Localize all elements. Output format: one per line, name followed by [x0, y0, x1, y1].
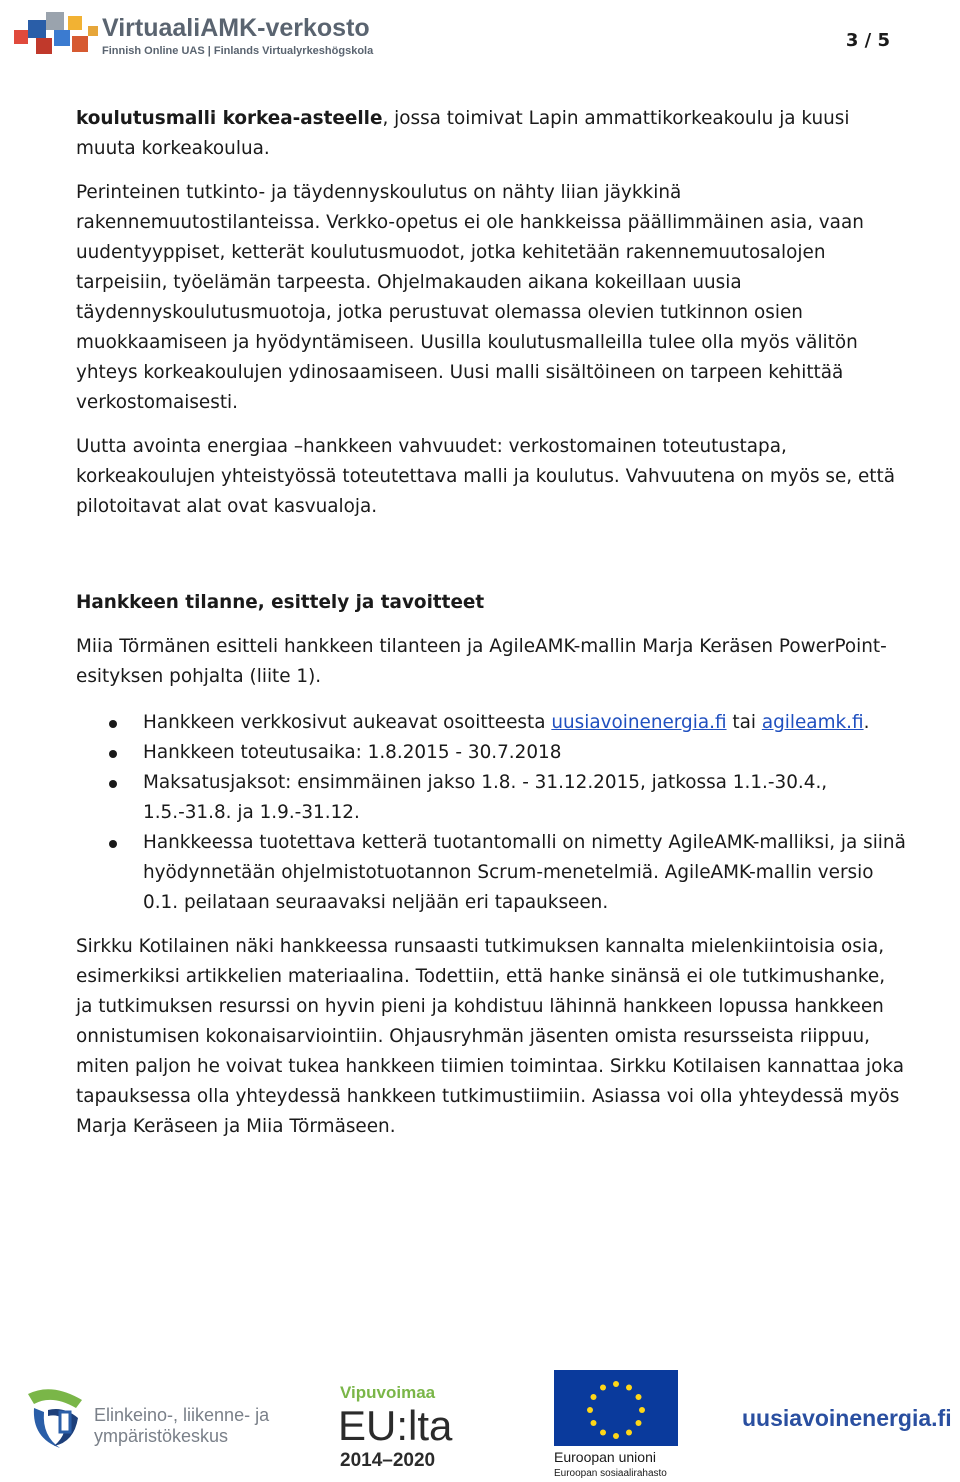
bullet-2-text: Hankkeen toteutusaika: 1.8.2015 - 30.7.2018	[143, 742, 562, 763]
page-number: 3 / 5	[845, 30, 890, 51]
list-item	[76, 828, 906, 918]
bullet-icon	[109, 840, 117, 848]
bullet-icon	[109, 780, 117, 788]
list-item	[76, 708, 906, 738]
link-uusiavoinenergia[interactable]: uusiavoinenergia.fi	[551, 712, 727, 733]
bullet-3-text: Maksatusjaksot: ensimmäinen jakso 1.8. - 31.12.2015, jatkossa 1.1.-30.4., 1.5.-31.8. ja 1.9.-31.12.	[143, 772, 828, 823]
paragraph-1-bold: koulutusmalli korkea-asteelle	[76, 108, 383, 129]
paragraph-4: Miia Törmänen esitteli hankkeen tilanteen ja AgileAMK-mallin Marja Keräsen PowerPoint-esityksen pohjalta (liite 1).	[76, 636, 887, 687]
ely-line-2: ympäristökeskus	[94, 1426, 229, 1446]
ely-emblem-icon	[28, 1389, 82, 1448]
eu-line-2: EU:lta	[338, 1402, 453, 1449]
virtuaaliamk-logo	[6, 6, 374, 64]
eu-line-3: 2014–2020	[340, 1450, 436, 1471]
paragraph-1-rest: , jossa toimivat Lapin ammattikorkeakoulu ja kuusi muuta korkeakoulua.	[76, 108, 850, 159]
logo-title: VirtuaaliAMK-verkosto	[102, 14, 370, 42]
footer-logos	[0, 1370, 960, 1480]
paragraph-2: Perinteinen tutkinto- ja täydennyskoulutus on nähty liian jäykkinä rakennemuutostilanteissa. Verkko-opetus ei ole hankkeissa päällimmäinen asia, vaan uudentyyppiset, ketterät koulutusmuodot, jotka kehitetään rakennemuutosalojen tarpeisiin, työelämän tarpeesta. Ohjelmakauden aikana kokeillaan uusia täydennyskoulutusmuotoja, jotka perustuvat olemassa olevien tutkinnon osien muokkaamiseen ja hyödyntämiseen. Uusilla koulutusmalleilla tulee olla myös välitön yhteys korkeakoulujen ydinosaamiseen. Uusi malli sisältöineen on tarpeen kehittää verkostomaisesti.	[76, 182, 864, 413]
link-agileamk[interactable]: agileamk.fi	[761, 712, 864, 733]
esf-line-1: Euroopan unioni	[554, 1449, 656, 1465]
eu-line-1: Vipuvoimaa	[340, 1383, 436, 1402]
bullet-icon	[109, 750, 117, 758]
list-item	[76, 738, 906, 768]
ely-line-1: Elinkeino-, liikenne- ja	[94, 1405, 270, 1425]
uv-text: uusiavoinenergia.fi	[742, 1405, 952, 1431]
document-body	[76, 104, 906, 1142]
bullet-1-text-after: .	[863, 712, 870, 733]
bullet-icon	[109, 720, 117, 728]
logo-subtitle: Finnish Online UAS | Finlands Virtualyrkeshögskola	[102, 45, 374, 57]
paragraph-3: Uutta avointa energiaa –hankkeen vahvuudet: verkostomainen toteutustapa, korkeakoulujen yhteistyössä toteutettava malli ja koulutus. Vahvuutena on myös se, että pilotoitavat alat ovat kasvualoja.	[76, 436, 896, 517]
list-item	[76, 768, 906, 828]
bullet-1-text-before: Hankkeen verkkosivut aukeavat osoitteesta	[143, 712, 552, 733]
ely-keskus-logo	[24, 1378, 274, 1458]
paragraph-1	[76, 104, 906, 164]
bullet-1-text-middle: tai	[726, 712, 762, 733]
bullet-list	[76, 708, 906, 918]
paragraph-5: Sirkku Kotilainen näki hankkeessa runsaasti tutkimuksen kannalta mielenkiintoisia osia, esimerkiksi artikkelien materiaalina. Todettiin, että hanke sinänsä ei ole tutkimushanke, ja tutkimuksen resurssi on hyvin pieni ja kohdistuu lähinnä hankkeen lopussa hankkeen onnistumisen kokonaisarviointiin. Ohjausryhmän jäsenten omista resursseista riippuu, miten paljon he voivat tukea hankkeen tiimien toimintaa. Sirkku Kotilaisen kannattaa joka tapauksessa olla yhteydessä hankkeen tutkimustiimiin. Asiassa voi olla yhteydessä myös Marja Keräseen ja Miia Törmäseen.	[76, 936, 904, 1137]
uusiavoinenergia-logo	[742, 1400, 956, 1436]
vipuvoimaa-eu-logo	[336, 1380, 466, 1472]
section-heading: Hankkeen tilanne, esittely ja tavoitteet	[76, 592, 485, 613]
cubes-icon	[14, 12, 98, 54]
esf-line-2: Euroopan sosiaalirahasto	[554, 1468, 667, 1479]
bullet-4-text: Hankkeessa tuotettava ketterä tuotantomalli on nimetty AgileAMK-malliksi, ja siinä hyödynnetään ohjelmistotuotannon Scrum-menetelmiä. AgileAMK-mallin versio 0.1. peilataan seuraavaksi neljään eri tapaukseen.	[143, 832, 906, 913]
esf-logo	[552, 1370, 680, 1480]
